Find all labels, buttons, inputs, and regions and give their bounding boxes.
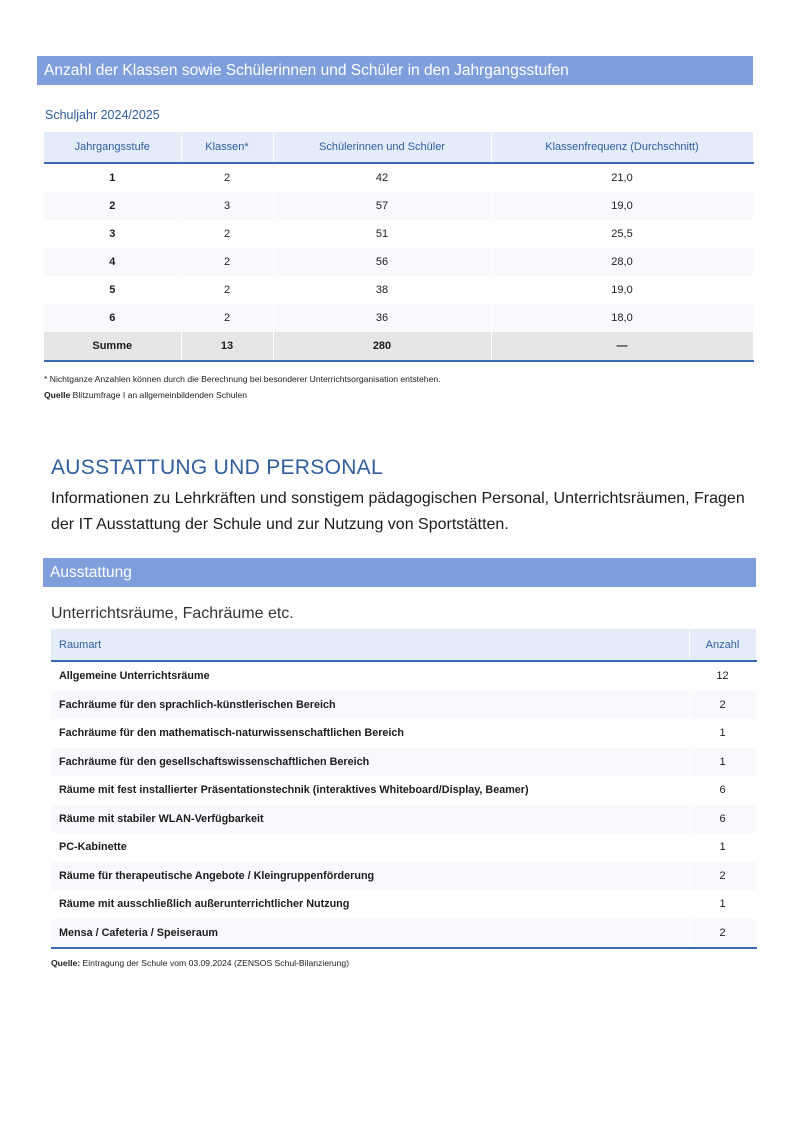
table-row (44, 248, 753, 276)
cell-classes: 2 (181, 248, 273, 276)
cell-room-type: Räume mit stabiler WLAN-Verfügbarkeit (51, 805, 689, 834)
cell-grade: 2 (44, 192, 181, 220)
cell-grade: 1 (44, 163, 181, 192)
source-text: Blitzumfrage I an allgemeinbildenden Schulen (70, 390, 248, 400)
classes-section-banner: Anzahl der Klassen sowie Schülerinnen und Schüler in den Jahrgangsstufen (37, 56, 753, 85)
cell-frequency: 28,0 (491, 248, 753, 276)
classes-table (44, 132, 754, 362)
school-year-caption: Schuljahr 2024/2025 (45, 108, 160, 122)
table-row (51, 719, 756, 748)
header-klassen: Klassen* (181, 132, 273, 163)
cell-room-count: 1 (689, 890, 756, 919)
cell-frequency: 19,0 (491, 192, 753, 220)
rooms-table-header (51, 629, 756, 661)
table-row (51, 919, 756, 949)
table-row (51, 661, 756, 691)
cell-classes: 2 (181, 304, 273, 332)
table-row (51, 748, 756, 777)
table-row (51, 691, 756, 720)
cell-room-count: 1 (689, 833, 756, 862)
classes-footnote: * Nichtganze Anzahlen können durch die Berechnung bei besonderer Unterrichtsorganisation entstehen. (44, 374, 441, 384)
cell-room-type: Fachräume für den gesellschaftswissenschaftlichen Bereich (51, 748, 689, 777)
header-klassenfrequenz: Klassenfrequenz (Durchschnitt) (491, 132, 753, 163)
cell-classes: 3 (181, 192, 273, 220)
cell-room-count: 6 (689, 776, 756, 805)
sum-students: 280 (273, 332, 491, 361)
cell-room-count: 2 (689, 919, 756, 949)
rooms-table (51, 629, 757, 949)
cell-students: 36 (273, 304, 491, 332)
sum-frequency: — (491, 332, 753, 361)
cell-students: 42 (273, 163, 491, 192)
rooms-caption: Unterrichtsräume, Fachräume etc. (51, 605, 294, 622)
cell-classes: 2 (181, 276, 273, 304)
table-row (44, 192, 753, 220)
table-row (51, 805, 756, 834)
header-jahrgangsstufe: Jahrgangsstufe (44, 132, 181, 163)
cell-classes: 2 (181, 163, 273, 192)
cell-students: 38 (273, 276, 491, 304)
table-row (44, 276, 753, 304)
cell-room-type: Allgemeine Unterrichtsräume (51, 661, 689, 691)
header-raumart: Raumart (51, 629, 689, 661)
header-anzahl: Anzahl (689, 629, 756, 661)
cell-room-count: 6 (689, 805, 756, 834)
cell-room-count: 2 (689, 691, 756, 720)
sum-label: Summe (44, 332, 181, 361)
cell-frequency: 25,5 (491, 220, 753, 248)
cell-grade: 3 (44, 220, 181, 248)
cell-grade: 4 (44, 248, 181, 276)
table-row (44, 220, 753, 248)
cell-room-type: Mensa / Cafeteria / Speiseraum (51, 919, 689, 949)
cell-students: 56 (273, 248, 491, 276)
header-schueler: Schülerinnen und Schüler (273, 132, 491, 163)
classes-table-header (44, 132, 753, 163)
sum-classes: 13 (181, 332, 273, 361)
table-row (51, 776, 756, 805)
cell-frequency: 19,0 (491, 276, 753, 304)
table-row (44, 304, 753, 332)
cell-grade: 5 (44, 276, 181, 304)
cell-grade: 6 (44, 304, 181, 332)
table-row (44, 163, 753, 192)
sum-row (44, 332, 753, 361)
cell-room-type: Räume für therapeutische Angebote / Kleingruppenförderung (51, 862, 689, 891)
section-description: Informationen zu Lehrkräften und sonstigem pädagogischen Personal, Unterrichtsräumen, Fragen der IT Ausstattung der Schule und zur Nutzung von Sportstätten. (51, 490, 745, 533)
cell-room-type: Räume mit ausschließlich außerunterrichtlicher Nutzung (51, 890, 689, 919)
cell-room-type: PC-Kabinette (51, 833, 689, 862)
equipment-banner: Ausstattung (43, 558, 756, 587)
cell-room-count: 12 (689, 661, 756, 691)
cell-room-count: 1 (689, 748, 756, 777)
table-row (51, 890, 756, 919)
cell-students: 57 (273, 192, 491, 220)
cell-frequency: 21,0 (491, 163, 753, 192)
classes-source (44, 390, 247, 400)
cell-frequency: 18,0 (491, 304, 753, 332)
cell-room-type: Fachräume für den sprachlich-künstlerischen Bereich (51, 691, 689, 720)
source-text: Eintragung der Schule vom 03.09.2024 (ZENSOS Schul-Bilanzierung) (80, 958, 350, 968)
cell-room-count: 1 (689, 719, 756, 748)
source-label: Quelle: (51, 958, 81, 968)
source-label: Quelle (44, 390, 71, 400)
table-row (51, 862, 756, 891)
cell-classes: 2 (181, 220, 273, 248)
cell-room-type: Räume mit fest installierter Präsentationstechnik (interaktives Whiteboard/Display, Beamer) (51, 776, 689, 805)
cell-students: 51 (273, 220, 491, 248)
cell-room-count: 2 (689, 862, 756, 891)
cell-room-type: Fachräume für den mathematisch-naturwissenschaftlichen Bereich (51, 719, 689, 748)
table-row (51, 833, 756, 862)
section-title: AUSSTATTUNG UND PERSONAL (51, 456, 383, 479)
rooms-source (51, 958, 349, 968)
